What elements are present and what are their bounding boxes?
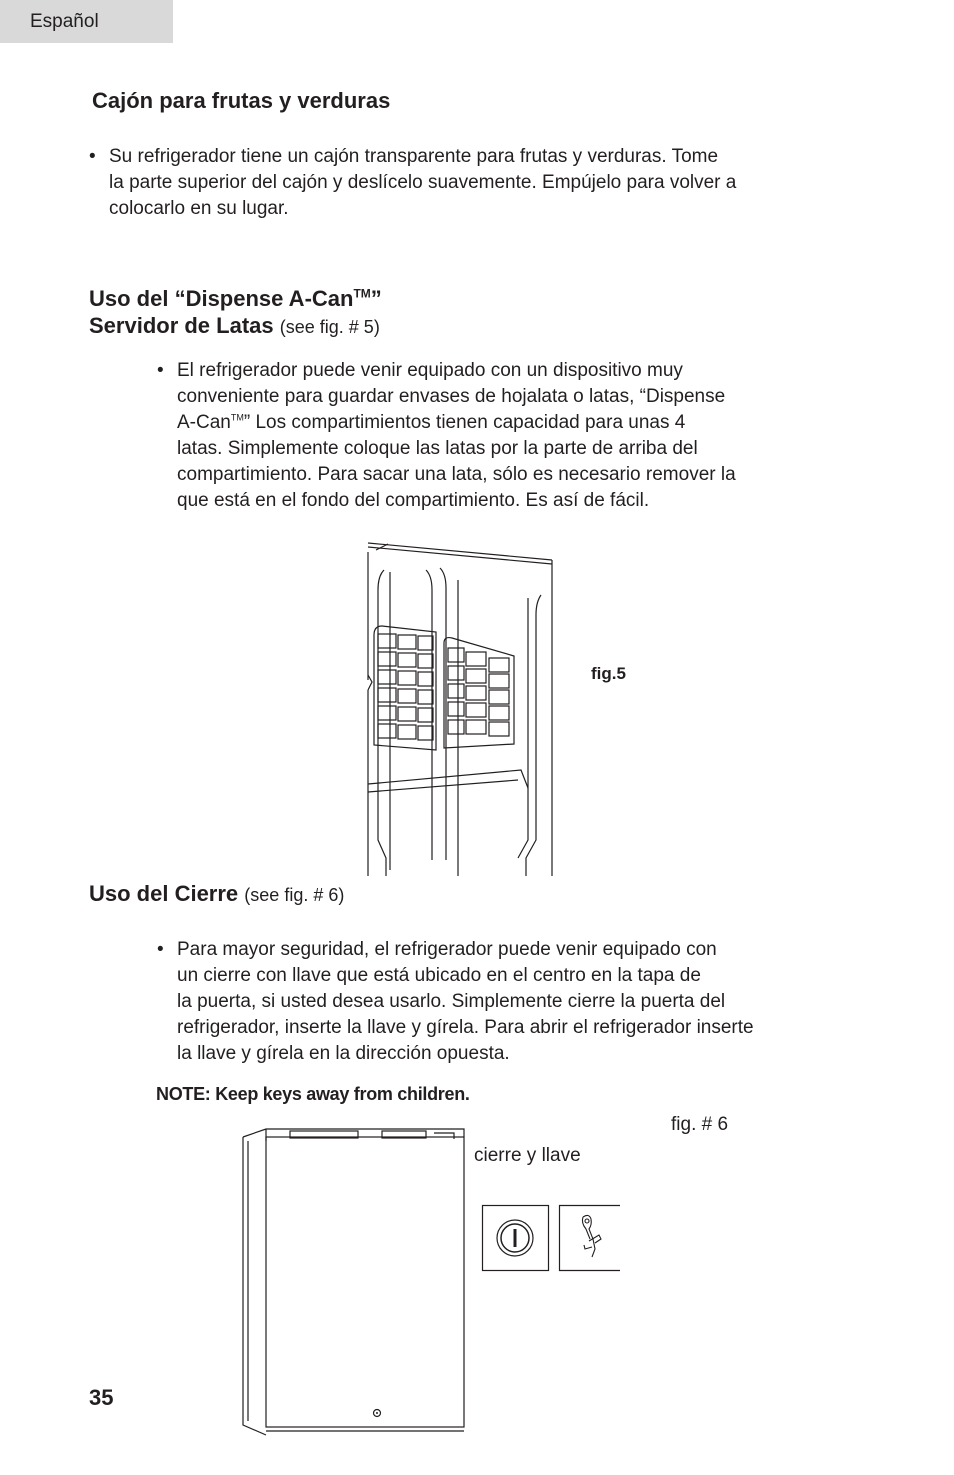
section-title-crisper: Cajón para frutas y verduras <box>92 88 391 113</box>
paragraph-line: la puerta, si usted desea usarlo. Simplemente cierre la puerta del <box>177 991 726 1012</box>
can-dispenser-illustration <box>366 540 556 876</box>
lock-and-key-caption: cierre y llave <box>474 1145 581 1166</box>
trademark-mark: TM <box>353 286 371 301</box>
paragraph-line: El refrigerador puede venir equipado con un dispositivo muy <box>177 360 683 381</box>
paragraph-line: la parte superior del cajón y deslícelo suavemente. Empújelo para volver a <box>109 172 737 193</box>
paragraph-line <box>177 410 736 436</box>
lock-cylinder-icon <box>482 1205 550 1271</box>
paragraph-line: colocarlo en su lugar. <box>109 198 289 219</box>
refrigerator-illustration <box>238 1125 468 1437</box>
title-text: Uso del “Dispense A-Can <box>89 286 354 311</box>
paragraph-line: refrigerador, inserte la llave y gírela. Para abrir el refrigerador inserte <box>177 1017 754 1038</box>
bullet: • <box>157 939 164 960</box>
key-icon <box>559 1205 621 1271</box>
paragraph-text: A-Can <box>177 412 231 433</box>
paragraph-line: conveniente para guardar envases de hojalata o latas, “Dispense <box>177 386 726 407</box>
paragraph-line: Para mayor seguridad, el refrigerador puede venir equipado con <box>177 939 717 960</box>
paragraph-text: ” Los compartimientos tienen capacidad para unas 4 <box>243 412 686 433</box>
paragraph-line: la llave y gírela en la dirección opuesta. <box>177 1043 510 1064</box>
paragraph-line: un cierre con llave que está ubicado en el centro en la tapa de <box>177 965 701 986</box>
paragraph-line: latas. Simplemente coloque las latas por la parte de arriba del <box>177 438 698 459</box>
crisper-paragraph <box>89 144 737 222</box>
paragraph-line: que está en el fondo del compartimiento. Es así de fácil. <box>177 490 650 511</box>
bullet: • <box>157 360 164 381</box>
trademark-mark: TM <box>230 412 244 423</box>
safety-note: NOTE: Keep keys away from children. <box>156 1084 470 1104</box>
section-title-dispense-a-can <box>89 285 382 341</box>
title-text: ” <box>370 286 382 311</box>
bullet: • <box>89 146 96 167</box>
paragraph-line: compartimiento. Para sacar una lata, sólo es necesario remover la <box>177 464 736 485</box>
figure-reference: (see fig. # 5) <box>279 317 380 337</box>
page-number: 35 <box>89 1385 114 1410</box>
section-title-lock <box>89 880 344 909</box>
language-tab: Español <box>0 0 173 43</box>
figure-6-label: fig. # 6 <box>671 1114 729 1135</box>
figure-reference: (see fig. # 6) <box>244 885 345 905</box>
title-text: Uso del Cierre <box>89 881 239 906</box>
lock-paragraph <box>157 937 754 1067</box>
title-text: Servidor de Latas <box>89 313 274 338</box>
figure-5-label: fig.5 <box>591 664 626 683</box>
dispense-a-can-paragraph <box>157 358 736 514</box>
paragraph-line: Su refrigerador tiene un cajón transparente para frutas y verduras. Tome <box>109 146 719 167</box>
